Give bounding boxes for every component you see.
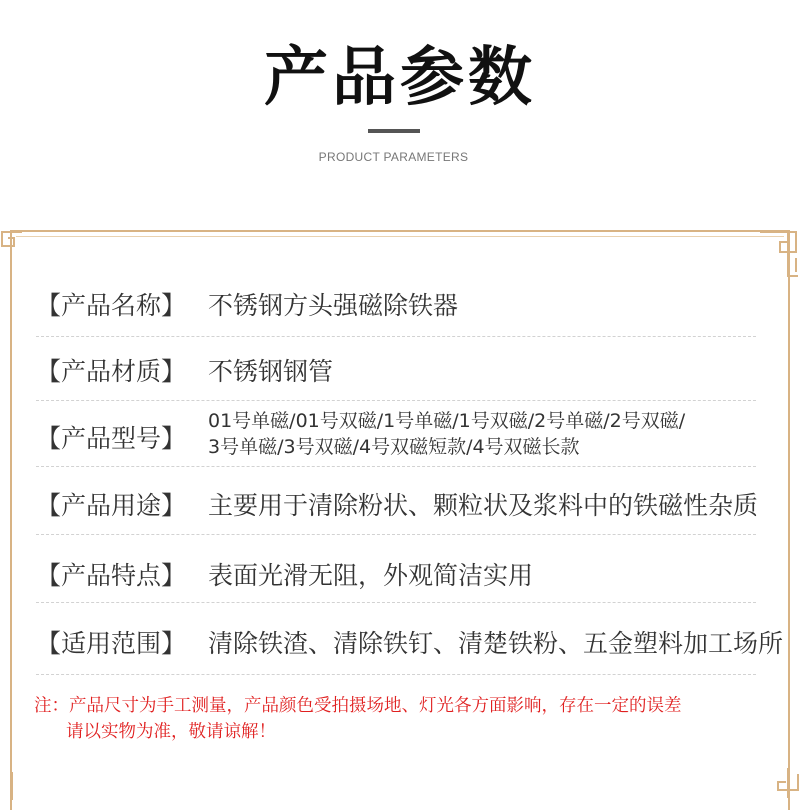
- page-title: 产品参数: [264, 41, 536, 115]
- param-value: 表面光滑无阻，外观简洁实用: [208, 561, 534, 590]
- param-value: 不锈钢方头强磁除铁器: [208, 291, 459, 320]
- param-label: 【产品型号】: [36, 424, 187, 453]
- param-row-scope: [36, 604, 784, 675]
- param-label: 【产品用途】: [36, 491, 187, 520]
- param-value: 清除铁渣、清除铁钉、清楚铁粉、五金塑料加工场所: [208, 629, 784, 658]
- frame-corner-right-ornament: [758, 222, 800, 282]
- param-value: 不锈钢钢管: [208, 357, 334, 386]
- frame-bottom-right-ornament: [758, 768, 800, 800]
- param-label: 【产品材质】: [36, 357, 187, 386]
- param-value-model: [208, 408, 685, 460]
- disclaimer-note-line1: 注：产品尺寸为手工测量，产品颜色受拍摄场地、灯光各方面影响，存在一定的误差: [34, 696, 682, 716]
- param-value: 主要用于清除粉状、颗粒状及浆料中的铁磁性杂质: [208, 491, 759, 520]
- param-row-usage: [36, 468, 759, 535]
- param-label: 【产品名称】: [36, 291, 187, 320]
- param-row-features: [36, 536, 756, 603]
- disclaimer-note-line2: 请以实物为准，敬请谅解！: [66, 722, 276, 742]
- frame-corner-left-ornament: [0, 222, 24, 252]
- param-row-material: [36, 338, 756, 401]
- title-underline: [368, 129, 420, 133]
- frame-bottom-left-ornament: [0, 772, 20, 800]
- param-row-name: [36, 272, 756, 337]
- param-row-model: [36, 402, 756, 467]
- param-label: 【产品特点】: [36, 561, 187, 590]
- param-value-line: 01号单磁/01号双磁/1号单磁/1号双磁/2号单磁/2号双磁/: [208, 410, 686, 432]
- page-subtitle: PRODUCT PARAMETERS: [318, 150, 469, 164]
- param-value-line: 3号单磁/3号双磁/4号双磁短款/4号双磁长款: [208, 436, 580, 458]
- param-label: 【适用范围】: [36, 629, 187, 658]
